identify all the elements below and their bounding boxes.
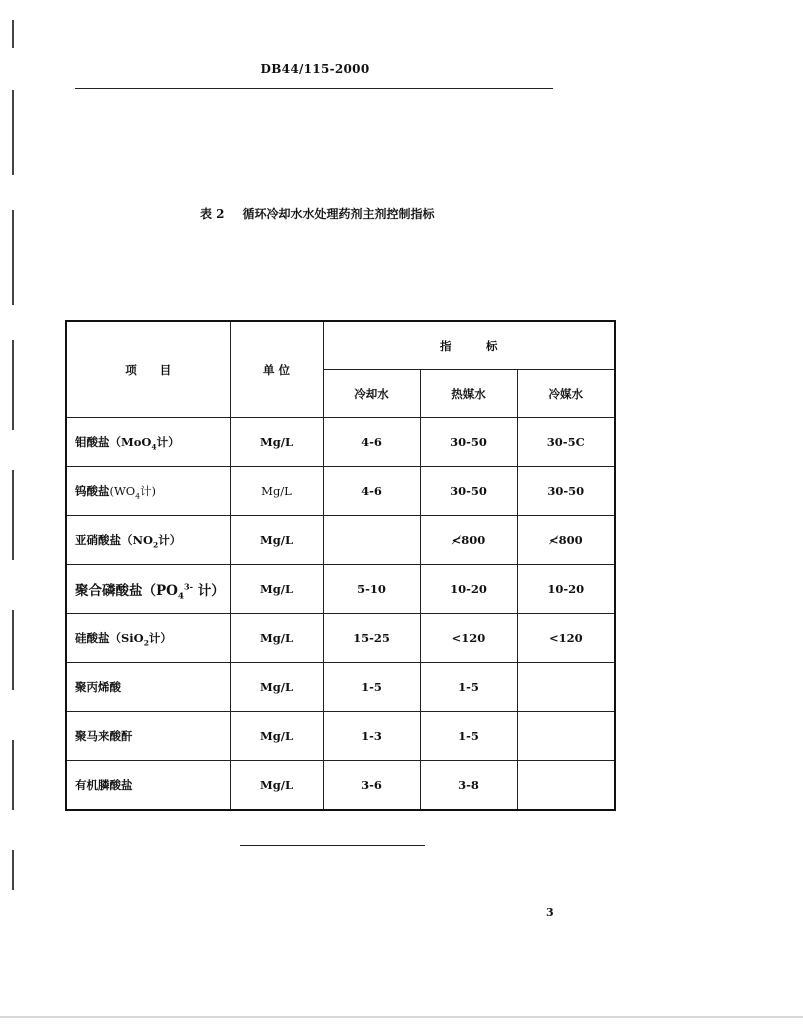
page-number: 3 <box>546 906 554 919</box>
table-header-row <box>66 321 615 370</box>
row-value-cooling: 3-6 <box>323 761 420 811</box>
row-unit: Mg/L <box>230 467 323 516</box>
row-value-heating: 30-50 <box>420 418 517 467</box>
row-item: 聚马来酸酐 <box>66 712 230 761</box>
table-row <box>66 565 615 614</box>
scan-edge-mark <box>12 340 14 430</box>
row-value-heating: 1-5 <box>420 712 517 761</box>
row-value-chilled: ≮800 <box>517 516 615 565</box>
scan-edge-mark <box>12 20 14 48</box>
header-indicator: 指 标 <box>323 321 615 370</box>
table-row <box>66 663 615 712</box>
row-unit: Mg/L <box>230 663 323 712</box>
header-cooling-water: 冷却水 <box>323 370 420 418</box>
row-value-chilled: 30-5C <box>517 418 615 467</box>
row-value-cooling: 15-25 <box>323 614 420 663</box>
row-unit: Mg/L <box>230 418 323 467</box>
row-unit: Mg/L <box>230 761 323 811</box>
table-row <box>66 418 615 467</box>
row-value-chilled: <120 <box>517 614 615 663</box>
footer-divider <box>240 845 425 846</box>
row-item: 硅酸盐（SiO$_2$计） <box>66 614 230 663</box>
scan-bottom-edge <box>0 1016 803 1018</box>
header-heating-water: 热媒水 <box>420 370 517 418</box>
row-item: 有机膦酸盐 <box>66 761 230 811</box>
scan-edge-mark <box>12 610 14 690</box>
row-value-cooling: 1-3 <box>323 712 420 761</box>
document-code: DB44/115-2000 <box>260 62 370 76</box>
header-chilled-water: 冷媒水 <box>517 370 615 418</box>
header-item: 项 目 <box>66 321 230 418</box>
row-item: 亚硝酸盐（$NO_2$计） <box>66 516 230 565</box>
header-divider <box>75 88 553 89</box>
row-value-heating: 30-50 <box>420 467 517 516</box>
row-item: 钨酸盐($WO_4$计) <box>66 467 230 516</box>
scan-edge-mark <box>12 210 14 305</box>
table-row <box>66 467 615 516</box>
row-value-heating: 10-20 <box>420 565 517 614</box>
scan-edge-mark <box>12 470 14 560</box>
scan-edge-mark <box>12 740 14 810</box>
row-value-chilled <box>517 712 615 761</box>
row-unit: Mg/L <box>230 712 323 761</box>
row-unit: Mg/L <box>230 516 323 565</box>
row-unit: Mg/L <box>230 565 323 614</box>
table-title: 循环冷却水水处理药剂主剂控制指标 <box>242 207 435 221</box>
row-value-chilled: 10-20 <box>517 565 615 614</box>
table-caption <box>200 205 435 222</box>
row-value-cooling: 4-6 <box>323 467 420 516</box>
table-row <box>66 761 615 811</box>
row-value-cooling <box>323 516 420 565</box>
control-index-table <box>65 320 616 811</box>
header-unit: 单 位 <box>230 321 323 418</box>
scan-edge-mark <box>12 850 14 890</box>
table-number: 表 2 <box>200 207 225 221</box>
row-unit: Mg/L <box>230 614 323 663</box>
row-value-cooling: 1-5 <box>323 663 420 712</box>
row-value-cooling: 5-10 <box>323 565 420 614</box>
row-value-heating: 1-5 <box>420 663 517 712</box>
table-row <box>66 712 615 761</box>
table-row <box>66 516 615 565</box>
scan-edge-mark <box>12 90 14 175</box>
row-value-chilled: 30-50 <box>517 467 615 516</box>
table-row <box>66 614 615 663</box>
row-value-chilled <box>517 761 615 811</box>
row-item: 聚合磷酸盐（$PO_4^{3-}$ 计） <box>66 565 230 614</box>
row-value-heating: ≮800 <box>420 516 517 565</box>
row-item: 钼酸盐（MoO$_4$计） <box>66 418 230 467</box>
row-value-heating: 3-8 <box>420 761 517 811</box>
row-value-cooling: 4-6 <box>323 418 420 467</box>
row-value-heating: <120 <box>420 614 517 663</box>
row-value-chilled <box>517 663 615 712</box>
row-item: 聚丙烯酸 <box>66 663 230 712</box>
